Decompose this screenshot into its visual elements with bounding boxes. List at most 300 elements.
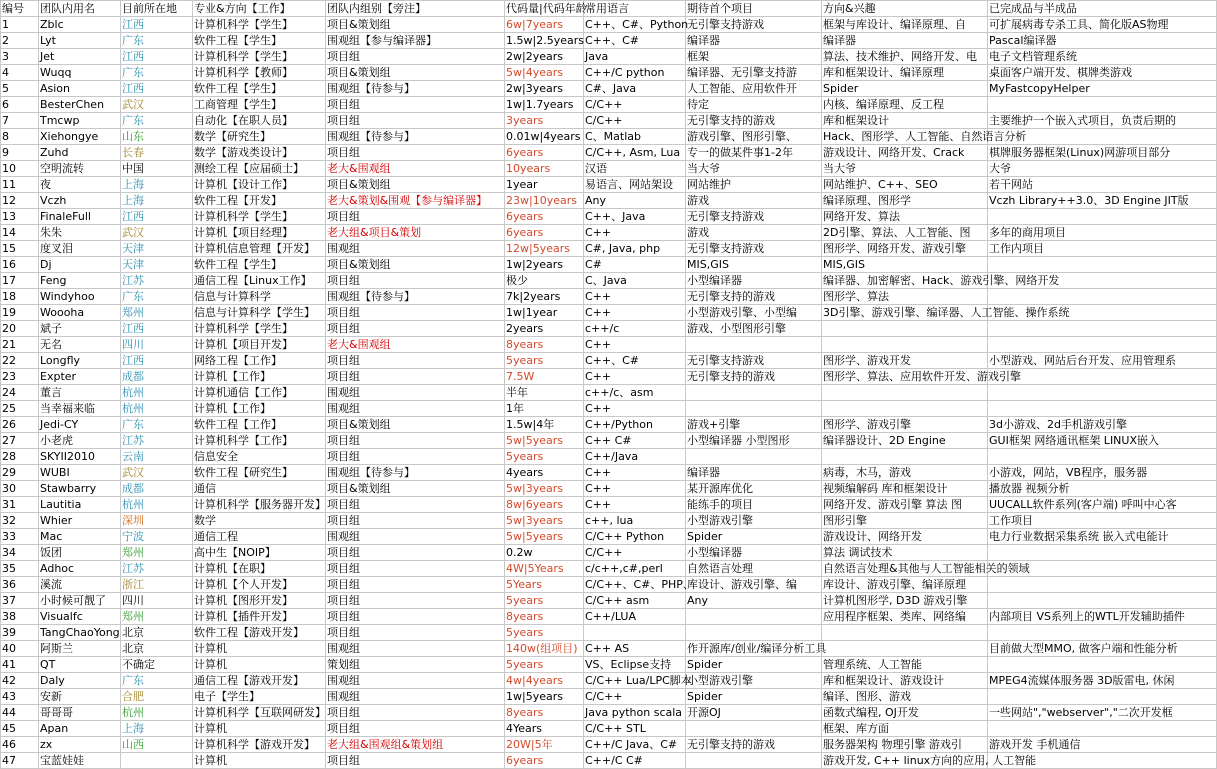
cell-code[interactable]: 12w|5years — [505, 241, 584, 257]
cell-major[interactable]: 信息安全 — [193, 449, 326, 465]
cell-language[interactable]: C++ — [584, 305, 686, 321]
cell-id[interactable]: 12 — [1, 193, 39, 209]
cell-language[interactable]: Java — [584, 49, 686, 65]
cell-name[interactable]: 饭团 — [39, 545, 121, 561]
cell-done[interactable] — [988, 401, 1217, 417]
cell-code[interactable]: 5years — [505, 657, 584, 673]
cell-id[interactable]: 40 — [1, 641, 39, 657]
cell-major[interactable]: 通信工程【游戏开发】 — [193, 673, 326, 689]
cell-code[interactable]: 6years — [505, 209, 584, 225]
cell-id[interactable]: 5 — [1, 81, 39, 97]
cell-language[interactable]: C/C++ — [584, 113, 686, 129]
cell-code[interactable]: 20W|5年 — [505, 737, 584, 753]
cell-group[interactable]: 项目组 — [326, 609, 505, 625]
cell-project[interactable]: 无引擎支持的游戏 — [686, 289, 822, 305]
cell-location[interactable]: 北京 — [121, 625, 193, 641]
cell-location[interactable] — [121, 753, 193, 769]
cell-interest[interactable]: 游戏设计、网络开发 — [822, 529, 988, 545]
cell-name[interactable]: 阿斯兰 — [39, 641, 121, 657]
cell-done[interactable]: 播放器 视频分析 — [988, 481, 1217, 497]
cell-code[interactable]: 5years — [505, 353, 584, 369]
cell-project[interactable]: Spider — [686, 689, 822, 705]
cell-interest[interactable]: 编译器设计、2D Engine — [822, 433, 988, 449]
cell-project[interactable]: 小型游戏引擎、小型编 — [686, 305, 822, 321]
cell-project[interactable]: 当大爷 — [686, 161, 822, 177]
cell-id[interactable]: 11 — [1, 177, 39, 193]
cell-id[interactable]: 38 — [1, 609, 39, 625]
cell-interest[interactable]: 网络开发、算法 — [822, 209, 988, 225]
cell-project[interactable]: 编译器、无引擎支持游 — [686, 65, 822, 81]
cell-done[interactable] — [988, 593, 1217, 609]
cell-group[interactable]: 项目组 — [326, 209, 505, 225]
cell-language[interactable]: Java python scala — [584, 705, 686, 721]
cell-interest[interactable]: 库设计、游戏引擎、编译原理 — [822, 577, 988, 593]
cell-name[interactable]: Apan — [39, 721, 121, 737]
cell-group[interactable]: 项目&策划组 — [326, 417, 505, 433]
cell-group[interactable]: 项目&策划组 — [326, 177, 505, 193]
cell-project[interactable] — [686, 337, 822, 353]
cell-interest[interactable]: 图形学、网络开发、游戏引擎 — [822, 241, 988, 257]
cell-location[interactable]: 广东 — [121, 113, 193, 129]
cell-major[interactable]: 软件工程【开发】 — [193, 193, 326, 209]
cell-done[interactable] — [988, 625, 1217, 641]
cell-done[interactable]: 棋牌服务器框架(Linux)网游项目部分 — [988, 145, 1217, 161]
cell-name[interactable]: Adhoc — [39, 561, 121, 577]
cell-interest[interactable]: 图形学、算法 — [822, 289, 988, 305]
cell-major[interactable]: 计算机科学【学生】 — [193, 209, 326, 225]
cell-id[interactable]: 18 — [1, 289, 39, 305]
cell-code[interactable]: 7k|2years — [505, 289, 584, 305]
cell-done[interactable]: Pascal编译器 — [988, 33, 1217, 49]
cell-name[interactable]: 宝蓝娃娃 — [39, 753, 121, 769]
cell-major[interactable]: 工商管理【学生】 — [193, 97, 326, 113]
cell-code[interactable]: 1.5w|4年 — [505, 417, 584, 433]
cell-language[interactable]: C/C++、C#、PHP、 — [585, 577, 694, 591]
header-id[interactable]: 编号 — [1, 1, 39, 17]
cell-id[interactable]: 2 — [1, 33, 39, 49]
cell-major[interactable]: 计算机【个人开发】 — [193, 577, 326, 593]
cell-location[interactable]: 江西 — [121, 209, 193, 225]
cell-major[interactable]: 计算机 — [193, 721, 326, 737]
cell-name[interactable]: Longfly — [39, 353, 121, 369]
cell-code[interactable]: 6years — [505, 145, 584, 161]
cell-project[interactable] — [686, 609, 822, 625]
cell-language[interactable]: C++/LUA — [584, 609, 686, 625]
cell-name[interactable]: Jedi-CY — [39, 417, 121, 433]
cell-done[interactable]: 电力行业数据采集系统 嵌入式电能计 — [988, 529, 1217, 545]
cell-project[interactable]: 无引擎支持的游戏 — [686, 737, 822, 753]
cell-language[interactable]: C/C++ STL — [584, 721, 686, 737]
cell-code[interactable]: 8w|6years — [505, 497, 584, 513]
cell-group[interactable]: 围观组 — [326, 385, 505, 401]
cell-major[interactable]: 软件工程【游戏开发】 — [193, 625, 326, 641]
cell-major[interactable]: 信息与计算科学 — [193, 289, 326, 305]
cell-id[interactable]: 3 — [1, 49, 39, 65]
cell-language[interactable]: C/C++ — [584, 97, 686, 113]
cell-project[interactable]: 作开源库/创业/编译分析工具 — [687, 641, 827, 655]
cell-project[interactable]: 框架 — [686, 49, 822, 65]
cell-name[interactable]: FinaleFull — [39, 209, 121, 225]
cell-group[interactable]: 项目组 — [326, 113, 505, 129]
cell-group[interactable]: 围观组 — [326, 529, 505, 545]
cell-interest[interactable]: 编译、图形、游戏 — [822, 689, 988, 705]
cell-done[interactable]: 多年的商用项目 — [988, 225, 1217, 241]
cell-language[interactable]: C++ — [584, 465, 686, 481]
cell-id[interactable]: 21 — [1, 337, 39, 353]
cell-project[interactable] — [686, 401, 822, 417]
cell-location[interactable]: 云南 — [121, 449, 193, 465]
cell-project[interactable]: 游戏 — [686, 193, 822, 209]
cell-interest[interactable]: 3D引擎、游戏引擎、编译器、人工智能、操作系统 — [823, 305, 1070, 319]
cell-major[interactable]: 软件工程【学生】 — [193, 257, 326, 273]
cell-location[interactable]: 广东 — [121, 673, 193, 689]
cell-language[interactable]: C++ — [584, 401, 686, 417]
cell-done[interactable] — [988, 545, 1217, 561]
cell-major[interactable]: 计算机【项目经理】 — [193, 225, 326, 241]
cell-language[interactable]: C++/C C# — [584, 753, 686, 769]
cell-major[interactable]: 通信 — [193, 481, 326, 497]
cell-project[interactable]: 游戏 — [686, 225, 822, 241]
cell-name[interactable]: Jet — [39, 49, 121, 65]
cell-done[interactable] — [988, 337, 1217, 353]
cell-language[interactable]: C++、C# — [584, 353, 686, 369]
cell-major[interactable]: 计算机【项目开发】 — [193, 337, 326, 353]
cell-project[interactable]: 库设计、游戏引擎、编 — [686, 577, 822, 593]
cell-code[interactable]: 2w|3years — [505, 81, 584, 97]
cell-language[interactable]: C++/Java — [584, 449, 686, 465]
cell-done[interactable]: 主要维护一个嵌入式项目，负责后期的 — [988, 113, 1217, 129]
cell-project[interactable]: 人工智能、应用软件开 — [686, 81, 822, 97]
cell-name[interactable]: 安新 — [39, 689, 121, 705]
cell-code[interactable]: 4years — [505, 465, 584, 481]
cell-language[interactable]: 汉语 — [584, 161, 686, 177]
cell-group[interactable]: 项目&策划组 — [326, 17, 505, 33]
cell-location[interactable]: 武汉 — [121, 225, 193, 241]
cell-done[interactable]: UUCALL软件系列(客户端) 呼叫中心客 — [988, 497, 1217, 513]
cell-name[interactable]: Lyt — [39, 33, 121, 49]
cell-name[interactable]: 溪流 — [39, 577, 121, 593]
cell-location[interactable]: 北京 — [121, 641, 193, 657]
cell-language[interactable]: C/C++, Asm, Lua — [584, 145, 686, 161]
cell-code[interactable]: 6years — [505, 753, 584, 769]
cell-id[interactable]: 36 — [1, 577, 39, 593]
cell-project[interactable] — [686, 721, 822, 737]
cell-id[interactable]: 16 — [1, 257, 39, 273]
header-language[interactable]: 常用语言 — [584, 1, 686, 17]
cell-group[interactable]: 围观组【待参与】 — [326, 289, 505, 305]
cell-major[interactable]: 高中生【NOIP】 — [193, 545, 326, 561]
cell-language[interactable]: c++, lua — [584, 513, 686, 529]
cell-id[interactable]: 27 — [1, 433, 39, 449]
cell-done[interactable]: Vczh Library++3.0、3D Engine JIT版 — [988, 193, 1217, 209]
cell-major[interactable]: 计算机 — [193, 753, 326, 769]
cell-interest[interactable]: 应用程序框架、类库、网络编 — [822, 609, 988, 625]
cell-language[interactable]: C++、Java — [584, 209, 686, 225]
cell-code[interactable]: 5years — [505, 625, 584, 641]
cell-language[interactable]: c++/c — [584, 321, 686, 337]
cell-project[interactable]: 编译器 — [686, 465, 822, 481]
cell-done[interactable] — [988, 449, 1217, 465]
cell-code[interactable]: 5years — [505, 449, 584, 465]
header-name[interactable]: 团队内用名 — [39, 1, 121, 17]
cell-code[interactable]: 23w|10years — [505, 193, 584, 209]
cell-project[interactable]: 小型编译器 — [686, 273, 822, 289]
cell-name[interactable]: Daly — [39, 673, 121, 689]
cell-group[interactable]: 项目组 — [326, 305, 505, 321]
cell-interest[interactable]: 算法、技术维护、网络开发、电 — [822, 49, 988, 65]
cell-id[interactable]: 22 — [1, 353, 39, 369]
cell-location[interactable]: 宁波 — [121, 529, 193, 545]
cell-group[interactable]: 项目组 — [326, 145, 505, 161]
cell-group[interactable]: 围观组【参与编译器】 — [326, 33, 505, 49]
cell-project[interactable]: 网站维护 — [686, 177, 822, 193]
header-major[interactable]: 专业&方向【工作】 — [193, 1, 326, 17]
cell-code[interactable]: 5Years — [505, 577, 584, 593]
cell-name[interactable]: Vczh — [39, 193, 121, 209]
cell-location[interactable]: 成都 — [121, 481, 193, 497]
cell-group[interactable]: 项目&策划组 — [326, 257, 505, 273]
cell-name[interactable]: Windyhoo — [39, 289, 121, 305]
cell-name[interactable]: Lautitia — [39, 497, 121, 513]
cell-code[interactable]: 5w|5years — [505, 433, 584, 449]
cell-code[interactable]: 6w|7years — [505, 17, 584, 33]
cell-id[interactable]: 10 — [1, 161, 39, 177]
cell-id[interactable]: 30 — [1, 481, 39, 497]
cell-id[interactable]: 31 — [1, 497, 39, 513]
cell-interest[interactable]: 网络开发、游戏引擎 算法 图 — [822, 497, 988, 513]
cell-interest[interactable] — [822, 449, 988, 465]
cell-code[interactable]: 5w|5years — [505, 529, 584, 545]
cell-code[interactable]: 0.2w — [505, 545, 584, 561]
cell-name[interactable]: 小时候可靓了 — [39, 593, 121, 609]
cell-major[interactable]: 计算机科学【学生】 — [193, 17, 326, 33]
cell-language[interactable]: C++ — [584, 289, 686, 305]
cell-done[interactable]: 大爷 — [988, 161, 1217, 177]
cell-id[interactable]: 41 — [1, 657, 39, 673]
cell-language[interactable]: C#, Java, php — [584, 241, 686, 257]
cell-id[interactable]: 28 — [1, 449, 39, 465]
cell-major[interactable]: 计算机科学【服务器开发】 — [194, 497, 326, 511]
cell-location[interactable]: 杭州 — [121, 385, 193, 401]
cell-project[interactable]: 自然语言处理 — [686, 561, 822, 577]
cell-code[interactable]: 4W|5Years — [505, 561, 584, 577]
cell-language[interactable]: Any — [584, 193, 686, 209]
cell-interest[interactable]: Hack、图形学、人工智能、自然语言分析 — [823, 129, 1027, 143]
cell-id[interactable]: 24 — [1, 385, 39, 401]
cell-major[interactable]: 数学【研究生】 — [193, 129, 326, 145]
cell-interest[interactable]: 库和框架设计、编译原理 — [822, 65, 988, 81]
cell-major[interactable]: 软件工程【工作】 — [193, 417, 326, 433]
cell-code[interactable]: 7.5W — [505, 369, 584, 385]
cell-interest[interactable]: 框架、库方面 — [822, 721, 988, 737]
cell-interest[interactable]: 函数式编程, OJ开发 — [822, 705, 988, 721]
cell-name[interactable]: 无名 — [39, 337, 121, 353]
cell-done[interactable]: 3d小游戏、2d手机游戏引擎 — [988, 417, 1217, 433]
cell-code[interactable]: 1年 — [505, 401, 584, 417]
cell-project[interactable]: Spider — [686, 657, 822, 673]
cell-done[interactable] — [988, 689, 1217, 705]
cell-major[interactable]: 数学【游戏类设计】 — [193, 145, 326, 161]
cell-location[interactable]: 广东 — [121, 289, 193, 305]
cell-id[interactable]: 26 — [1, 417, 39, 433]
header-project[interactable]: 期待首个项目 — [686, 1, 822, 17]
cell-location[interactable]: 郑州 — [121, 609, 193, 625]
cell-language[interactable]: C# — [584, 257, 686, 273]
cell-major[interactable]: 软件工程【学生】 — [193, 33, 326, 49]
cell-major[interactable]: 计算机科学【学生】 — [193, 49, 326, 65]
cell-done[interactable]: 一些网站","webserver","二次开发框 — [988, 705, 1217, 721]
cell-group[interactable]: 项目组 — [326, 353, 505, 369]
cell-project[interactable]: 游戏、小型图形引擎 — [686, 321, 822, 337]
cell-project[interactable]: 开源OJ — [686, 705, 822, 721]
cell-group[interactable]: 项目组 — [326, 97, 505, 113]
cell-done[interactable] — [988, 385, 1217, 401]
cell-id[interactable]: 44 — [1, 705, 39, 721]
cell-major[interactable]: 计算机科学【互联网研发】 — [194, 705, 326, 719]
cell-language[interactable]: VS、Eclipse支持 — [584, 657, 686, 673]
cell-code[interactable]: 1w|1year — [505, 305, 584, 321]
cell-name[interactable]: Mac — [39, 529, 121, 545]
cell-id[interactable]: 43 — [1, 689, 39, 705]
cell-done[interactable] — [988, 289, 1217, 305]
cell-id[interactable]: 8 — [1, 129, 39, 145]
cell-interest[interactable]: 病毒，木马，游戏 — [822, 465, 988, 481]
cell-done[interactable]: 游戏开发 手机通信 — [988, 737, 1217, 753]
cell-done[interactable]: MyFastcopyHelper — [988, 81, 1217, 97]
cell-code[interactable]: 1year — [505, 177, 584, 193]
cell-name[interactable]: Dj — [39, 257, 121, 273]
cell-name[interactable]: 度叉泪 — [39, 241, 121, 257]
cell-code[interactable]: 8years — [505, 609, 584, 625]
cell-name[interactable]: zx — [39, 737, 121, 753]
cell-location[interactable]: 山东 — [121, 129, 193, 145]
cell-group[interactable]: 项目组 — [326, 321, 505, 337]
cell-interest[interactable]: 编译器、加密解密、Hack、游戏引擎、网络开发 — [823, 273, 1060, 287]
cell-project[interactable]: 游戏+引擎 — [686, 417, 822, 433]
cell-id[interactable]: 23 — [1, 369, 39, 385]
cell-interest[interactable]: 2D引擎、算法、人工智能、图 — [822, 225, 988, 241]
cell-language[interactable]: C++、C#、Python — [585, 17, 689, 31]
cell-project[interactable]: 小型编译器 — [686, 545, 822, 561]
cell-id[interactable]: 42 — [1, 673, 39, 689]
cell-project[interactable] — [686, 385, 822, 401]
cell-group[interactable]: 围观组 — [326, 401, 505, 417]
cell-name[interactable]: Visualfc — [39, 609, 121, 625]
cell-language[interactable]: C++ C# — [584, 433, 686, 449]
cell-id[interactable]: 35 — [1, 561, 39, 577]
cell-location[interactable]: 上海 — [121, 721, 193, 737]
cell-group[interactable]: 项目组 — [326, 561, 505, 577]
cell-name[interactable]: 斌子 — [39, 321, 121, 337]
cell-interest[interactable] — [822, 337, 988, 353]
cell-id[interactable]: 9 — [1, 145, 39, 161]
cell-language[interactable] — [584, 625, 686, 641]
cell-group[interactable]: 项目组 — [326, 273, 505, 289]
cell-code[interactable]: 6years — [505, 225, 584, 241]
cell-location[interactable]: 江西 — [121, 17, 193, 33]
cell-name[interactable]: Feng — [39, 273, 121, 289]
cell-name[interactable]: 当幸福来临 — [39, 401, 121, 417]
cell-project[interactable]: 专一的做某件事1-2年 — [686, 145, 822, 161]
cell-interest[interactable] — [822, 385, 988, 401]
cell-interest[interactable]: 视频编解码 库和框架设计 — [822, 481, 988, 497]
cell-group[interactable]: 项目&策划组 — [326, 65, 505, 81]
cell-project[interactable]: 编译器 — [686, 33, 822, 49]
cell-code[interactable]: 1w|1.7years — [505, 97, 584, 113]
cell-id[interactable]: 46 — [1, 737, 39, 753]
cell-done[interactable]: 工作内项目 — [988, 241, 1217, 257]
cell-id[interactable]: 25 — [1, 401, 39, 417]
cell-location[interactable]: 江西 — [121, 321, 193, 337]
cell-interest[interactable]: 服务器架构 物理引擎 游戏引 — [822, 737, 988, 753]
cell-code[interactable]: 极少 — [505, 273, 584, 289]
cell-language[interactable]: C/C++ Python — [584, 529, 686, 545]
cell-location[interactable]: 合肥 — [121, 689, 193, 705]
header-location[interactable]: 目前所在地 — [121, 1, 193, 17]
cell-location[interactable]: 武汉 — [121, 97, 193, 113]
cell-location[interactable]: 广东 — [121, 33, 193, 49]
cell-done[interactable]: GUI框架 网络通讯框架 LINUX嵌入 — [988, 433, 1217, 449]
cell-done[interactable]: 小游戏，网站，VB程序，服务器 — [988, 465, 1217, 481]
cell-done[interactable]: 若干网站 — [988, 177, 1217, 193]
cell-project[interactable]: Any — [686, 593, 822, 609]
cell-interest[interactable] — [822, 401, 988, 417]
cell-name[interactable]: BesterChen — [39, 97, 121, 113]
cell-code[interactable]: 8years — [505, 705, 584, 721]
cell-name[interactable]: Asion — [39, 81, 121, 97]
cell-language[interactable]: C++ — [584, 497, 686, 513]
cell-interest[interactable]: 算法 调试技术 — [822, 545, 988, 561]
cell-interest[interactable]: 自然语言处理&其他与人工智能相关的领域 — [823, 561, 1030, 575]
cell-group[interactable]: 策划组 — [326, 657, 505, 673]
cell-id[interactable]: 47 — [1, 753, 39, 769]
cell-group[interactable]: 围观组【待参与】 — [326, 465, 505, 481]
cell-name[interactable]: Zblc — [39, 17, 121, 33]
cell-group[interactable]: 老大组&围观组&策划组 — [326, 737, 505, 753]
cell-location[interactable]: 山西 — [121, 737, 193, 753]
cell-group[interactable]: 项目组 — [326, 449, 505, 465]
cell-id[interactable]: 19 — [1, 305, 39, 321]
cell-major[interactable]: 计算机信息管理【开发】 — [193, 241, 326, 257]
cell-location[interactable]: 江苏 — [121, 433, 193, 449]
cell-group[interactable]: 项目组 — [326, 369, 505, 385]
cell-name[interactable]: Wuqq — [39, 65, 121, 81]
cell-done[interactable]: 目前做大型MMO, 做客户端和性能分析 — [988, 641, 1217, 657]
cell-done[interactable] — [988, 657, 1217, 673]
cell-project[interactable] — [686, 449, 822, 465]
cell-group[interactable]: 围观组【待参与】 — [326, 129, 505, 145]
cell-project[interactable]: 某开源库优化 — [686, 481, 822, 497]
cell-code[interactable]: 4w|4years — [505, 673, 584, 689]
cell-code[interactable]: 2years — [505, 321, 584, 337]
cell-location[interactable]: 武汉 — [121, 465, 193, 481]
cell-language[interactable]: C++/C python — [584, 65, 686, 81]
cell-name[interactable]: 哥哥哥 — [39, 705, 121, 721]
cell-name[interactable]: Woooha — [39, 305, 121, 321]
cell-code[interactable]: 5w|3years — [505, 481, 584, 497]
cell-language[interactable]: c++/c、asm — [584, 385, 686, 401]
cell-interest[interactable]: 框架与库设计、编译原理、自 — [822, 17, 988, 33]
cell-name[interactable]: WUBI — [39, 465, 121, 481]
cell-done[interactable]: 桌面客户端开发、棋牌类游戏 — [988, 65, 1217, 81]
cell-done[interactable]: 工作项目 — [988, 513, 1217, 529]
cell-major[interactable]: 自动化【在职人员】 — [193, 113, 326, 129]
cell-done[interactable] — [988, 321, 1217, 337]
cell-code[interactable]: 10years — [505, 161, 584, 177]
cell-group[interactable]: 项目组 — [326, 721, 505, 737]
cell-interest[interactable] — [822, 641, 988, 657]
cell-code[interactable]: 5w|4years — [505, 65, 584, 81]
